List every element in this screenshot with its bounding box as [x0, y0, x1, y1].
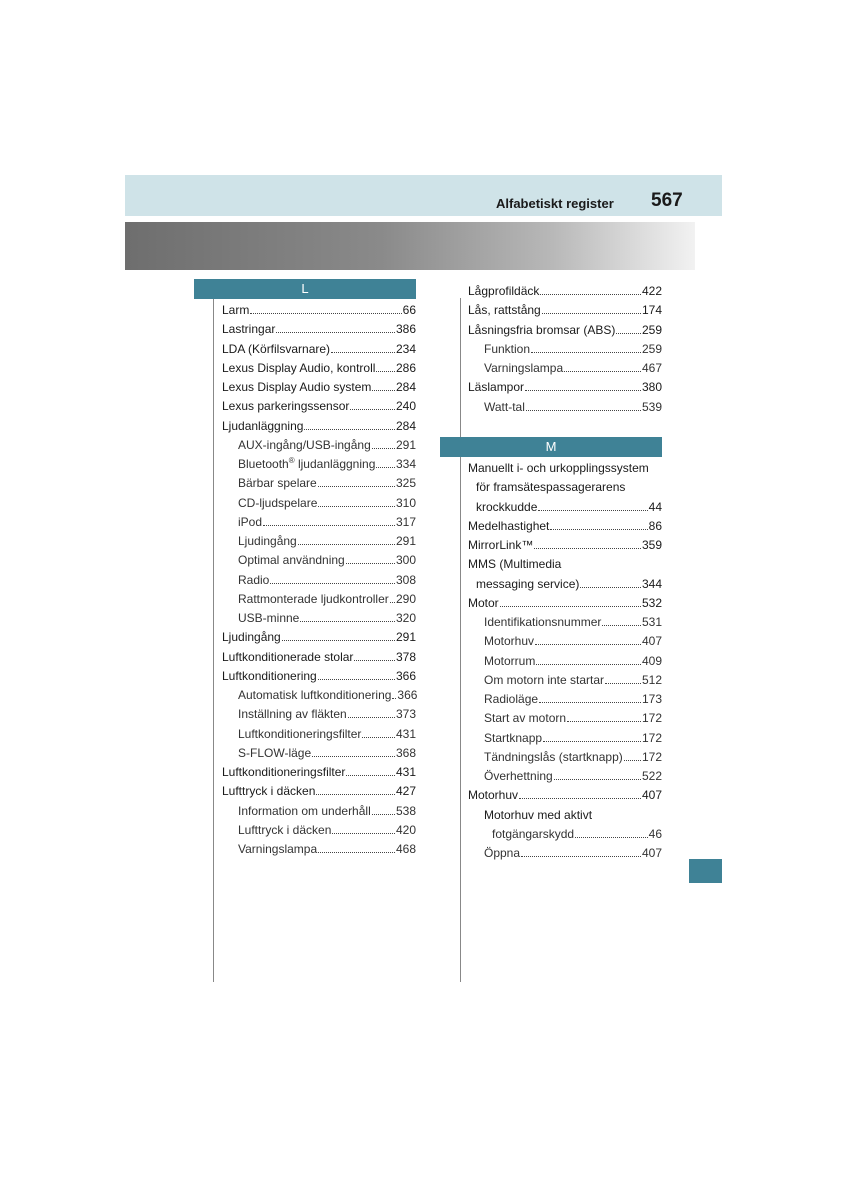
section-heading-m: M	[440, 437, 662, 457]
dot-leader	[372, 814, 395, 815]
entry-page-number: 373	[395, 707, 416, 722]
index-entry	[468, 552, 662, 571]
entry-page-number: 531	[641, 615, 662, 629]
dot-leader	[534, 548, 641, 549]
dot-leader	[605, 683, 641, 684]
index-entry	[468, 591, 662, 610]
index-entry	[476, 475, 662, 494]
entry-label: Öppna	[484, 846, 521, 860]
index-entry	[222, 298, 416, 317]
index-entry	[484, 356, 662, 375]
entry-page-number: 44	[648, 499, 662, 514]
entry-page-number: 284	[395, 418, 416, 433]
entry-label: Bärbar spelare	[238, 476, 317, 491]
index-entry	[222, 625, 416, 644]
index-entry	[238, 837, 416, 856]
entry-page-number: 172	[641, 711, 662, 726]
dot-leader	[350, 409, 395, 410]
index-entry	[476, 572, 662, 591]
entry-page-number: 467	[641, 361, 662, 375]
entry-page-number: 46	[648, 826, 662, 841]
entry-page-number: 259	[641, 322, 662, 337]
index-entry	[484, 841, 662, 860]
entry-label: USB-minne	[238, 611, 300, 625]
entry-label: CD-ljudspelare	[238, 495, 318, 510]
dot-leader	[331, 352, 395, 353]
dot-leader	[250, 313, 401, 314]
index-entry	[222, 664, 416, 683]
entry-page-number: 290	[395, 591, 416, 606]
dot-leader	[376, 467, 395, 468]
entry-page-number: 320	[395, 611, 416, 625]
entry-page-number: 334	[395, 457, 416, 471]
index-entry	[484, 745, 662, 764]
entry-label: Lågprofildäck	[468, 284, 540, 298]
entry-page-number: 66	[402, 303, 416, 317]
entry-label: Om motorn inte startar	[484, 672, 605, 687]
entry-label: MirrorLink™	[468, 538, 534, 552]
dot-leader	[543, 741, 641, 742]
entry-label: Tändningslås (startknapp)	[484, 749, 623, 764]
dot-leader	[304, 429, 395, 430]
entry-page-number: 174	[641, 303, 662, 318]
index-entry	[468, 279, 662, 298]
entry-label: Lexus Display Audio system	[222, 380, 372, 394]
entry-page-number: 325	[395, 476, 416, 491]
entry-page-number: 86	[648, 518, 662, 533]
entry-page-number: 173	[641, 692, 662, 706]
dot-leader	[372, 390, 395, 391]
index-entry	[484, 668, 662, 687]
dot-leader	[282, 640, 395, 641]
index-entry	[476, 495, 662, 514]
entry-label: Motor	[468, 595, 499, 610]
header-band	[125, 175, 722, 216]
index-entry	[238, 548, 416, 567]
dot-leader	[318, 486, 395, 487]
index-entry	[468, 298, 662, 317]
index-entry	[222, 337, 416, 356]
index-entry	[222, 356, 416, 375]
entry-label: Luftkonditionering	[222, 668, 317, 683]
entry-page-number: 409	[641, 653, 662, 668]
entry-label: Ljudingång	[238, 534, 297, 548]
entry-label: för framsätespassagerarens	[476, 480, 626, 495]
index-entry	[484, 726, 662, 745]
dot-leader	[580, 587, 641, 588]
dot-leader	[298, 544, 395, 545]
entry-label: Lås, rattstång	[468, 303, 541, 318]
index-entry	[484, 706, 662, 725]
index-entry	[238, 491, 416, 510]
dot-leader	[564, 371, 641, 372]
entry-label: Optimal användning	[238, 553, 345, 568]
entry-label: Start av motorn	[484, 711, 567, 726]
dot-leader	[519, 798, 641, 799]
entry-label: krockkudde	[476, 499, 538, 514]
dot-leader	[540, 294, 641, 295]
dot-leader	[550, 529, 647, 530]
entry-label: Radio	[238, 572, 270, 587]
dot-leader	[526, 410, 641, 411]
entry-label: Motorhuv	[484, 634, 535, 649]
entry-label: Luftkonditioneringsfilter	[238, 726, 362, 741]
dot-leader	[521, 856, 641, 857]
entry-page-number: 431	[395, 765, 416, 779]
index-entry	[238, 471, 416, 490]
dot-leader	[542, 313, 641, 314]
dot-leader	[300, 621, 395, 622]
entry-label: Larm	[222, 303, 250, 317]
entry-page-number: 308	[395, 572, 416, 587]
entry-page-number: 422	[641, 284, 662, 298]
dot-leader	[392, 698, 396, 699]
entry-page-number: 380	[641, 380, 662, 395]
entry-label: Lufttryck i däcken	[222, 784, 316, 799]
entry-label: Läslampor	[468, 380, 525, 395]
entry-page-number: 286	[395, 360, 416, 375]
dot-leader	[554, 779, 641, 780]
index-entry	[238, 722, 416, 741]
entry-label: Manuellt i- och urkopplingssystem	[468, 461, 649, 475]
index-entry	[484, 764, 662, 783]
entry-label: Motorhuv med aktivt	[484, 807, 593, 822]
entry-label: Funktion	[484, 341, 531, 356]
dot-leader	[525, 390, 641, 391]
entry-page-number: 468	[395, 842, 416, 856]
entry-label: LDA (Körfilsvarnare)	[222, 341, 331, 356]
entry-label: Startknapp	[484, 730, 543, 745]
entry-page-number: 300	[395, 553, 416, 568]
entry-label: Information om underhåll	[238, 803, 371, 818]
dot-leader	[318, 506, 395, 507]
entry-label: MMS (Multimedia	[468, 557, 562, 572]
entry-page-number: 539	[641, 399, 662, 414]
entry-page-number: 420	[395, 822, 416, 837]
entry-page-number: 512	[641, 672, 662, 687]
index-entry	[484, 395, 662, 414]
entry-page-number: 284	[395, 380, 416, 394]
entry-label: S-FLOW-läge	[238, 745, 312, 760]
entry-label: Motorhuv	[468, 788, 519, 803]
column-divider-left	[213, 298, 214, 982]
entry-label: Varningslampa	[484, 361, 564, 375]
entry-label: Lastringar	[222, 322, 276, 337]
dot-leader	[539, 702, 641, 703]
index-entry	[484, 803, 662, 822]
index-entry	[468, 514, 662, 533]
entry-page-number: 407	[641, 846, 662, 860]
dot-leader	[348, 717, 395, 718]
entry-label: AUX-ingång/USB-ingång	[238, 437, 371, 452]
entry-page-number: 291	[395, 630, 416, 645]
index-entry	[484, 687, 662, 706]
index-entry	[222, 394, 416, 413]
index-entry	[468, 783, 662, 802]
entry-page-number: 259	[641, 341, 662, 356]
entry-label: Bluetooth® ljudanläggning	[238, 456, 376, 471]
entry-label: Låsningsfria bromsar (ABS)	[468, 322, 616, 337]
entry-label: Inställning av fläkten	[238, 707, 347, 722]
entry-label: Automatisk luftkonditionering	[238, 688, 392, 702]
entry-label: Radioläge	[484, 692, 539, 706]
page-number: 567	[651, 190, 683, 211]
index-entry	[492, 822, 662, 841]
entry-label: Luftkonditioneringsfilter	[222, 765, 346, 779]
index-entry	[238, 818, 416, 837]
dot-leader	[362, 737, 395, 738]
index-entry	[484, 610, 662, 629]
dot-leader	[346, 775, 395, 776]
entry-page-number: 172	[641, 749, 662, 764]
entry-label: Motorrum	[484, 653, 536, 668]
index-entry	[468, 375, 662, 394]
dot-leader	[318, 852, 395, 853]
index-entry	[468, 318, 662, 337]
index-entry	[468, 533, 662, 552]
entry-page-number: 407	[641, 788, 662, 803]
entry-label: Watt-tal	[484, 399, 525, 414]
dot-leader	[500, 606, 641, 607]
entry-page-number: 407	[641, 634, 662, 649]
dot-leader	[531, 352, 641, 353]
index-entry	[222, 317, 416, 336]
entry-page-number: 234	[395, 341, 416, 356]
entry-page-number: 310	[395, 495, 416, 510]
index-entry	[238, 741, 416, 760]
entry-label: Lexus parkeringssensor	[222, 399, 350, 414]
dot-leader	[316, 794, 395, 795]
dot-leader	[312, 756, 395, 757]
index-entry	[484, 629, 662, 648]
index-entry	[238, 433, 416, 452]
index-entry	[222, 645, 416, 664]
entry-page-number: 366	[395, 668, 416, 683]
entry-page-number: 344	[641, 576, 662, 591]
dot-leader	[535, 644, 641, 645]
index-entry	[484, 337, 662, 356]
entry-label: Luftkonditionerade stolar	[222, 649, 354, 664]
entry-page-number: 172	[641, 730, 662, 745]
index-entry	[238, 683, 416, 702]
dot-leader	[602, 625, 641, 626]
dot-leader	[538, 510, 647, 511]
index-entry	[238, 587, 416, 606]
index-entry	[222, 760, 416, 779]
entry-page-number: 366	[397, 688, 418, 702]
entry-page-number: 291	[395, 534, 416, 548]
dot-leader	[332, 833, 395, 834]
index-entry	[222, 414, 416, 433]
entry-page-number: 317	[395, 514, 416, 529]
entry-page-number: 291	[395, 437, 416, 452]
index-entry	[238, 529, 416, 548]
entry-page-number: 431	[395, 726, 416, 741]
dot-leader	[354, 660, 395, 661]
entry-page-number: 378	[395, 649, 416, 664]
index-entry	[238, 568, 416, 587]
index-entry	[238, 452, 416, 471]
entry-label: iPod	[238, 514, 263, 529]
dot-leader	[624, 760, 641, 761]
dot-leader	[318, 679, 395, 680]
dot-leader	[263, 525, 395, 526]
index-entry	[222, 375, 416, 394]
entry-label: Ljudanläggning	[222, 418, 304, 433]
entry-label: messaging service)	[476, 576, 580, 591]
index-entry	[468, 456, 662, 475]
entry-page-number: 368	[395, 745, 416, 760]
entry-page-number: 386	[395, 322, 416, 337]
entry-label: Lufttryck i däcken	[238, 822, 332, 837]
entry-page-number: 538	[395, 803, 416, 818]
dot-leader	[567, 721, 641, 722]
entry-page-number: 359	[641, 538, 662, 552]
dot-leader	[276, 332, 395, 333]
index-entry	[238, 799, 416, 818]
entry-label: Ljudingång	[222, 630, 281, 645]
entry-label: fotgängarskydd	[492, 826, 575, 841]
entry-label: Identifikationsnummer	[484, 615, 602, 629]
header-title: Alfabetiskt register	[496, 196, 614, 211]
index-entry	[484, 649, 662, 668]
entry-label: Medelhastighet	[468, 518, 550, 533]
entry-label: Rattmonterade ljudkontroller	[238, 591, 389, 606]
entry-page-number: 522	[641, 769, 662, 783]
dot-leader	[270, 583, 395, 584]
chapter-bar	[125, 222, 695, 270]
index-entry	[238, 702, 416, 721]
index-entry	[238, 606, 416, 625]
entry-label: Varningslampa	[238, 842, 318, 856]
dot-leader	[616, 333, 641, 334]
entry-page-number: 427	[395, 784, 416, 799]
entry-label: Lexus Display Audio, kontroll	[222, 360, 376, 375]
dot-leader	[372, 448, 395, 449]
column-divider-right	[460, 298, 461, 982]
dot-leader	[575, 837, 648, 838]
chapter-tab	[689, 859, 722, 883]
entry-label: Överhettning	[484, 769, 553, 783]
dot-leader	[390, 602, 395, 603]
dot-leader	[376, 371, 395, 372]
entry-page-number: 240	[395, 399, 416, 414]
entry-page-number: 532	[641, 595, 662, 610]
section-heading-l: L	[194, 279, 416, 299]
index-entry	[222, 779, 416, 798]
dot-leader	[346, 563, 395, 564]
dot-leader	[536, 664, 641, 665]
index-entry	[238, 510, 416, 529]
